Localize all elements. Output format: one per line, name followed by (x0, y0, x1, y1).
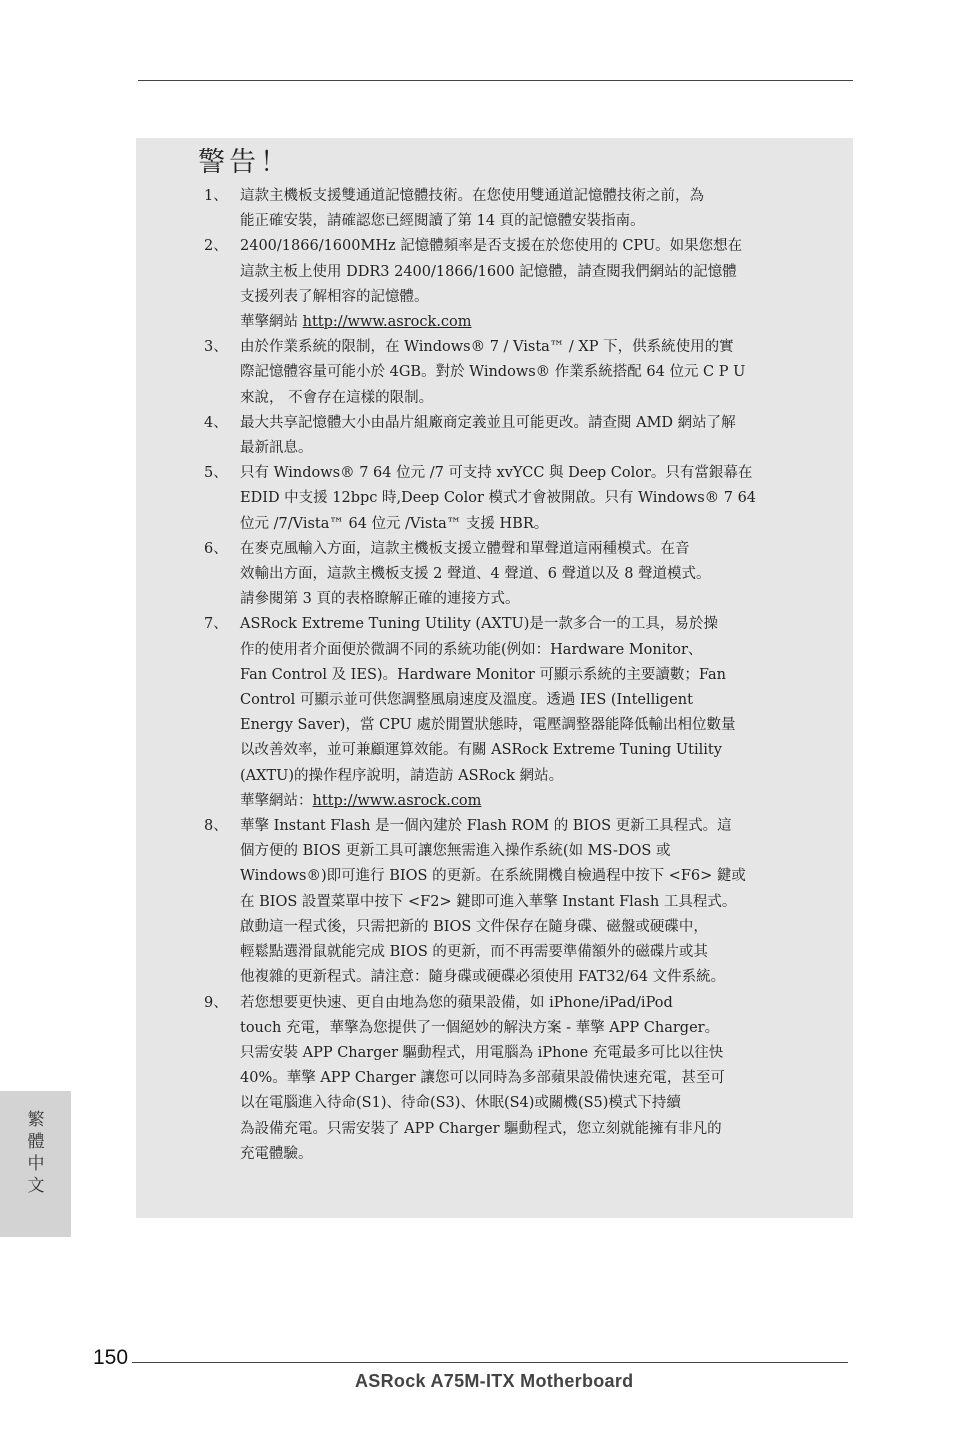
warning-item-line: 輕鬆點選滑鼠就能完成 BIOS 的更新，而不再需要準備額外的磁碟片或其 (240, 944, 708, 961)
warning-item-line: 只有 Windows® 7 64 位元 /7 可支持 xvYCC 與 Deep Color。只有當銀幕在 (240, 465, 753, 482)
warning-item-line: 最大共享記憶體大小由晶片組廠商定義並且可能更改。請查閱 AMD 網站了解 (240, 414, 736, 431)
bottom-rule (132, 1362, 848, 1363)
warning-item-line: 華擎網站：http://www.asrock.com (240, 792, 482, 809)
warning-item-line: 2400/1866/1600MHz 記憶體頻率是否支援在於您使用的 CPU。如果您想在 (240, 238, 743, 255)
warning-item-line: 請參閱第 3 頁的表格瞭解正確的連接方式。 (240, 591, 520, 608)
warning-item-line: 來說， 不會存在這樣的限制。 (240, 389, 434, 406)
warning-item-line: Windows®)即可進行 BIOS 的更新。在系統開機自檢過程中按下 <F6> 鍵或 (240, 868, 746, 885)
warning-item-number: 5、 (204, 465, 228, 482)
warning-item-line: 支援列表了解相容的記憶體。 (240, 288, 429, 305)
warning-item-line: ASRock Extreme Tuning Utility (AXTU)是一款多合一的工具，易於操 (240, 616, 718, 633)
warning-item-line: 為設備充電。只需安裝了 APP Charger 驅動程式，您立刻就能擁有非凡的 (240, 1120, 722, 1137)
warning-item-line: 以在電腦進入待命(S1)、待命(S3)、休眠(S4)或關機(S5)模式下持續 (240, 1095, 681, 1112)
warning-item-number: 1、 (204, 188, 228, 204)
warning-item-line: 效輸出方面，這款主機板支援 2 聲道、4 聲道、6 聲道以及 8 聲道模式。 (240, 566, 711, 583)
warning-item-line: 能正確安裝，請確認您已經閱讀了第 14 頁的記憶體安裝指南。 (240, 213, 645, 230)
warning-item-line: 充電體驗。 (240, 1145, 313, 1162)
warning-item-line: Control 可顯示並可供您調整風扇速度及溫度。透過 IES (Intelligent (240, 692, 693, 709)
page-number: 150 (93, 1346, 129, 1369)
warning-item-line: 40%。華擎 APP Charger 讓您可以同時為多部蘋果設備快速充電，甚至可 (240, 1070, 725, 1087)
warning-item (204, 411, 799, 461)
warning-item-line: (AXTU)的操作程序說明，請造訪 ASRock 網站。 (240, 767, 564, 784)
warning-item (204, 461, 799, 537)
warning-item-line: 以改善效率，並可兼顧運算效能。有關 ASRock Extreme Tuning Utility (240, 742, 722, 759)
warning-item-line: 位元 /7/Vista™ 64 位元 /Vista™ 支援 HBR。 (240, 515, 549, 532)
warning-item-line: 只需安裝 APP Charger 驅動程式，用電腦為 iPhone 充電最多可比以往快 (240, 1044, 724, 1061)
warning-item-line: 在 BIOS 設置菜單中按下 <F2> 鍵即可進入華擎 Instant Flash 工具程式。 (240, 893, 737, 910)
warning-item-number: 7、 (204, 616, 228, 633)
warning-item (204, 612, 799, 814)
warning-item-number: 2、 (204, 238, 228, 255)
warning-item (204, 991, 799, 1167)
warning-item-line: 這款主機板支援雙通道記憶體技術。在您使用雙通道記憶體技術之前，為 (240, 188, 704, 204)
warning-item-number: 6、 (204, 540, 228, 557)
warning-item-number: 8、 (204, 818, 228, 835)
language-tab-label: 繁體中文 (27, 1110, 45, 1196)
warning-item-line: 啟動這一程式後，只需把新的 BIOS 文件保存在隨身碟、磁盤或硬碟中， (240, 918, 708, 935)
asrock-website-link[interactable]: http://www.asrock.com (302, 314, 472, 331)
warning-item-line: 他複雜的更新程式。請注意：隨身碟或硬碟必須使用 FAT32/64 文件系統。 (240, 969, 726, 986)
warning-item (204, 234, 799, 335)
warning-item-line: 最新訊息。 (240, 440, 313, 457)
warning-item-number: 3、 (204, 339, 228, 356)
warning-item-line: Energy Saver)，當 CPU 處於閒置狀態時，電壓調整器能降低輸出相位數量 (240, 717, 736, 734)
warning-item-line: touch 充電，華擎為您提供了一個絕妙的解決方案 - 華擎 APP Charger。 (240, 1019, 720, 1036)
warning-item-line: 這款主板上使用 DDR3 2400/1866/1600 記憶體，請查閱我們網站的記憶體 (240, 263, 737, 280)
top-rule (138, 80, 853, 81)
warning-item (204, 814, 799, 990)
warning-item-line: Fan Control 及 IES)。Hardware Monitor 可顯示系統的主要讀數；Fan (240, 666, 726, 683)
warning-item-line: 華擎網站 http://www.asrock.com (240, 314, 472, 331)
warning-item (204, 184, 799, 234)
warning-item (204, 537, 799, 613)
warning-box (136, 138, 853, 1218)
warning-item (204, 335, 799, 411)
warning-item-line: 際記憶體容量可能小於 4GB。對於 Windows® 作業系統搭配 64 位元 C P U (240, 364, 746, 381)
language-tab (0, 1091, 71, 1237)
warning-item-number: 9、 (204, 994, 228, 1011)
warning-item-line: EDID 中支援 12bpc 時,Deep Color 模式才會被開啟。只有 Windows® 7 64 (240, 490, 757, 507)
warning-item-line: 作的使用者介面便於微調不同的系統功能(例如：Hardware Monitor、 (240, 641, 703, 658)
warning-title: 警告！ (198, 147, 291, 178)
warning-item-number: 4、 (204, 414, 228, 431)
warning-item-line: 在麥克風輸入方面，這款主機板支援立體聲和單聲道這兩種模式。在音 (240, 540, 690, 557)
warning-item-line: 華擎 Instant Flash 是一個內建於 Flash ROM 的 BIOS 更新工具程式。這 (240, 818, 732, 835)
asrock-website-link[interactable]: http://www.asrock.com (312, 792, 482, 809)
footer-product-name: ASRock A75M-ITX Motherboard (355, 1371, 634, 1391)
warning-item-line: 若您想要更快速、更自由地為您的蘋果設備，如 iPhone/iPad/iPod (240, 994, 673, 1011)
warning-item-line: 個方便的 BIOS 更新工具可讓您無需進入操作系統(如 MS-DOS 或 (240, 843, 671, 860)
warning-item-line: 由於作業系統的限制，在 Windows® 7 / Vista™ / XP 下，供系統使用的實 (240, 339, 734, 356)
warning-list (204, 184, 799, 1167)
